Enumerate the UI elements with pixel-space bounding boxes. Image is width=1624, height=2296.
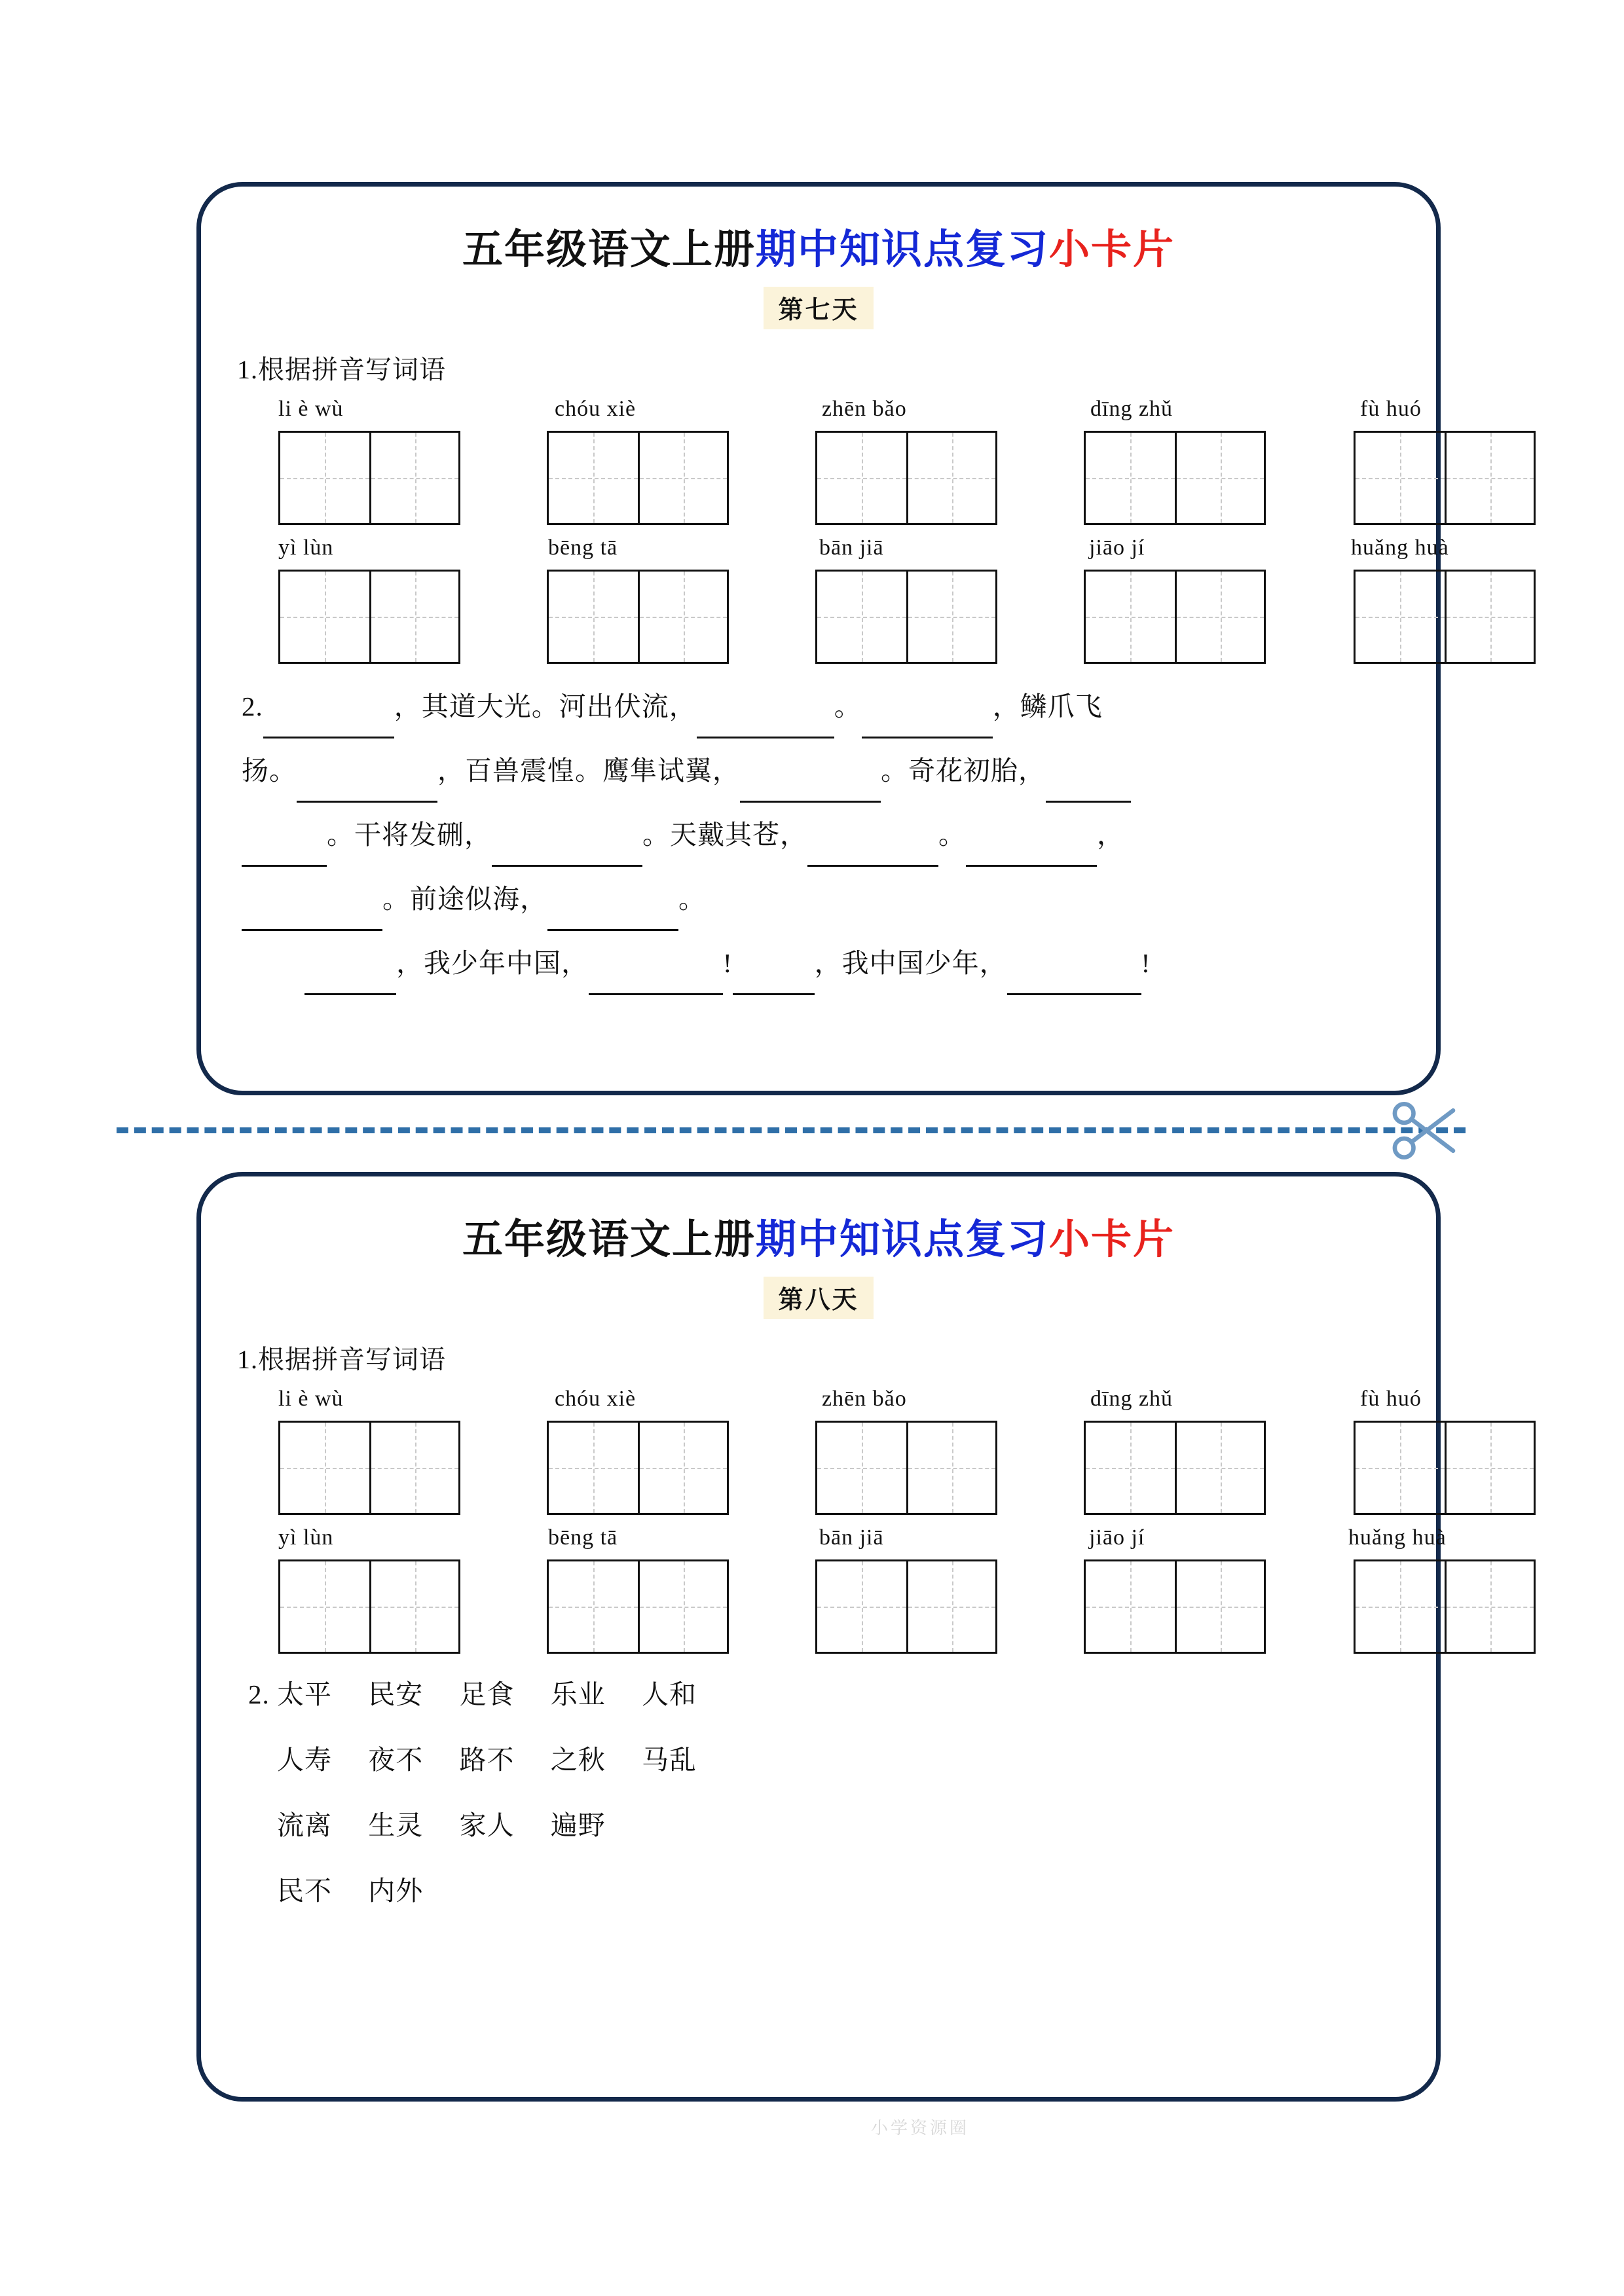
pinyin-2-1: yì lùn <box>278 1525 334 1550</box>
tianzige-1-2[interactable] <box>547 1421 729 1515</box>
card-1-pinyin-row-1 <box>201 397 1436 431</box>
idiom-row-4: 民不 内外 <box>277 1876 424 1906</box>
tianzige-cell[interactable] <box>906 1561 995 1652</box>
blank[interactable] <box>547 929 678 931</box>
title-part-1: 五年级语文上册 <box>462 228 756 272</box>
card-1-boxes-row-1 <box>201 431 1436 529</box>
pinyin-1-3: zhēn bǎo <box>822 397 907 421</box>
blank[interactable] <box>304 993 396 995</box>
blank[interactable] <box>297 801 437 803</box>
tianzige-2-5[interactable] <box>1354 1559 1536 1654</box>
tianzige-cell[interactable] <box>549 433 638 523</box>
pinyin-1-2: chóu xiè <box>555 1387 637 1411</box>
card-2-question-1-label: 1.根据拼音写词语 <box>237 1345 446 1374</box>
card-day-8 <box>196 1172 1447 2102</box>
card-2-question-2 <box>248 1662 1395 1923</box>
card-1-title <box>201 217 1436 275</box>
pinyin-1-1: li è wù <box>278 397 344 421</box>
pinyin-1-4: dīng zhǔ <box>1090 1387 1173 1411</box>
tianzige-cell[interactable] <box>817 1561 906 1652</box>
idiom-row-1: 2. 太平 民安 足食 乐业 人和 <box>248 1679 697 1709</box>
tianzige-2-4[interactable] <box>1084 1559 1266 1654</box>
pinyin-1-1: li è wù <box>278 1387 344 1411</box>
tianzige-cell[interactable] <box>817 433 906 523</box>
card-2-pinyin-row-1 <box>201 1387 1436 1421</box>
tianzige-cell[interactable] <box>1086 1561 1175 1652</box>
tianzige-1-1[interactable] <box>278 431 460 525</box>
pinyin-1-4: dīng zhǔ <box>1090 397 1173 421</box>
blank[interactable] <box>263 737 394 738</box>
idiom-row-3: 流离 生灵 家人 遍野 <box>277 1810 606 1840</box>
tianzige-2-4[interactable] <box>1084 570 1266 664</box>
card-1-question-1-label: 1.根据拼音写词语 <box>237 355 446 384</box>
card-1-day-wrap <box>201 287 1436 329</box>
tianzige-cell[interactable] <box>280 433 369 523</box>
tianzige-cell[interactable] <box>369 572 458 662</box>
tianzige-2-1[interactable] <box>278 570 460 664</box>
title-part-2: 期中知识点复习 <box>755 228 1049 272</box>
tianzige-cell[interactable] <box>549 1561 638 1652</box>
tianzige-2-5[interactable] <box>1354 570 1536 664</box>
tianzige-cell[interactable] <box>1086 1423 1175 1513</box>
tianzige-cell[interactable] <box>638 433 727 523</box>
title-part-1: 五年级语文上册 <box>462 1218 756 1262</box>
day-badge: 第七天 <box>764 287 873 329</box>
card-2-title <box>201 1207 1436 1265</box>
tianzige-cell[interactable] <box>1175 433 1264 523</box>
blank[interactable] <box>1007 993 1141 995</box>
tianzige-cell[interactable] <box>1356 572 1445 662</box>
blank[interactable] <box>1046 801 1131 803</box>
blank[interactable] <box>697 737 834 738</box>
tianzige-cell[interactable] <box>549 1423 638 1513</box>
day-badge: 第八天 <box>764 1277 873 1319</box>
cut-line <box>117 1127 1466 1133</box>
title-part-2: 期中知识点复习 <box>755 1218 1049 1262</box>
pinyin-1-2: chóu xiè <box>555 397 637 421</box>
blank[interactable] <box>242 929 382 931</box>
card-1-question-2: 2. ，其道大光。河出伏流， 。 ，鳞爪飞 扬。 ，百兽震惶。鹰隼试翼， 。奇花初胎， 。干将发硎， 。天戴其苍， 。 ， 。前途似海， 。 ，我少年中国， ! ，我中国少年， ! <box>242 674 1395 995</box>
card-2-boxes-row-1 <box>201 1421 1436 1519</box>
pinyin-2-2: bēng tā <box>548 536 618 560</box>
tianzige-cell[interactable] <box>638 1423 727 1513</box>
tianzige-cell[interactable] <box>280 572 369 662</box>
tianzige-cell[interactable] <box>369 433 458 523</box>
tianzige-cell[interactable] <box>369 1423 458 1513</box>
tianzige-cell[interactable] <box>280 1423 369 1513</box>
blank[interactable] <box>862 737 993 738</box>
blank[interactable] <box>589 993 723 995</box>
tianzige-cell[interactable] <box>1445 572 1534 662</box>
tianzige-cell[interactable] <box>906 572 995 662</box>
tianzige-cell[interactable] <box>1356 1561 1445 1652</box>
pinyin-1-3: zhēn bǎo <box>822 1387 907 1411</box>
idiom-row-2: 人寿 夜不 路不 之秋 马乱 <box>277 1745 697 1775</box>
blank[interactable] <box>740 801 881 803</box>
tianzige-cell[interactable] <box>549 572 638 662</box>
tianzige-1-5[interactable] <box>1354 431 1536 525</box>
tianzige-1-4[interactable] <box>1084 431 1266 525</box>
card-1-boxes-row-2 <box>201 570 1436 668</box>
tianzige-1-4[interactable] <box>1084 1421 1266 1515</box>
card-2-pinyin-row-2 <box>201 1525 1447 1559</box>
tianzige-cell[interactable] <box>280 1561 369 1652</box>
tianzige-2-3[interactable] <box>815 570 997 664</box>
tianzige-2-2[interactable] <box>547 1559 729 1654</box>
pinyin-1-5: fù huó <box>1360 1387 1422 1411</box>
tianzige-cell[interactable] <box>906 1423 995 1513</box>
tianzige-1-3[interactable] <box>815 1421 997 1515</box>
tianzige-cell[interactable] <box>817 572 906 662</box>
tianzige-cell[interactable] <box>1086 572 1175 662</box>
blank[interactable] <box>733 993 815 995</box>
title-part-3: 小卡片 <box>1049 1218 1175 1262</box>
tianzige-cell[interactable] <box>1356 1423 1445 1513</box>
question-2-number: 2. <box>248 1679 270 1709</box>
card-day-7 <box>196 182 1449 1095</box>
blank[interactable] <box>966 865 1097 867</box>
tianzige-cell[interactable] <box>1175 572 1264 662</box>
tianzige-cell[interactable] <box>1445 433 1534 523</box>
blank[interactable] <box>807 865 938 867</box>
tianzige-2-3[interactable] <box>815 1559 997 1654</box>
pinyin-2-1: yì lùn <box>278 536 334 560</box>
tianzige-cell[interactable] <box>1175 1423 1264 1513</box>
tianzige-cell[interactable] <box>1175 1561 1264 1652</box>
tianzige-1-1[interactable] <box>278 1421 460 1515</box>
tianzige-2-1[interactable] <box>278 1559 460 1654</box>
pinyin-2-3: bān jiā <box>819 536 884 560</box>
blank[interactable] <box>492 865 642 867</box>
pinyin-2-5: huǎng huà <box>1348 1525 1447 1550</box>
pinyin-2-4: jiāo jí <box>1089 536 1145 560</box>
pinyin-2-2: bēng tā <box>548 1525 618 1550</box>
tianzige-1-2[interactable] <box>547 431 729 525</box>
tianzige-1-5[interactable] <box>1354 1421 1536 1515</box>
tianzige-cell[interactable] <box>638 1561 727 1652</box>
tianzige-cell[interactable] <box>1445 1561 1534 1652</box>
question-2-number: 2. <box>242 691 263 721</box>
watermark: 小学资源圈 <box>871 2119 970 2138</box>
tianzige-cell[interactable] <box>1086 433 1175 523</box>
tianzige-cell[interactable] <box>1445 1423 1534 1513</box>
pinyin-2-3: bān jiā <box>819 1525 884 1550</box>
blank[interactable] <box>242 865 327 867</box>
title-part-3: 小卡片 <box>1049 228 1175 272</box>
tianzige-cell[interactable] <box>817 1423 906 1513</box>
card-1-pinyin-row-2 <box>201 536 1449 570</box>
card-2-day-wrap <box>201 1277 1436 1319</box>
pinyin-2-5: huǎng huà <box>1351 536 1449 560</box>
card-2-boxes-row-2 <box>201 1559 1436 1658</box>
tianzige-cell[interactable] <box>1356 433 1445 523</box>
tianzige-cell[interactable] <box>638 572 727 662</box>
tianzige-2-2[interactable] <box>547 570 729 664</box>
tianzige-cell[interactable] <box>906 433 995 523</box>
pinyin-1-5: fù huó <box>1360 397 1422 421</box>
tianzige-cell[interactable] <box>369 1561 458 1652</box>
scissors-icon <box>1388 1095 1460 1167</box>
tianzige-1-3[interactable] <box>815 431 997 525</box>
pinyin-2-4: jiāo jí <box>1089 1525 1145 1550</box>
